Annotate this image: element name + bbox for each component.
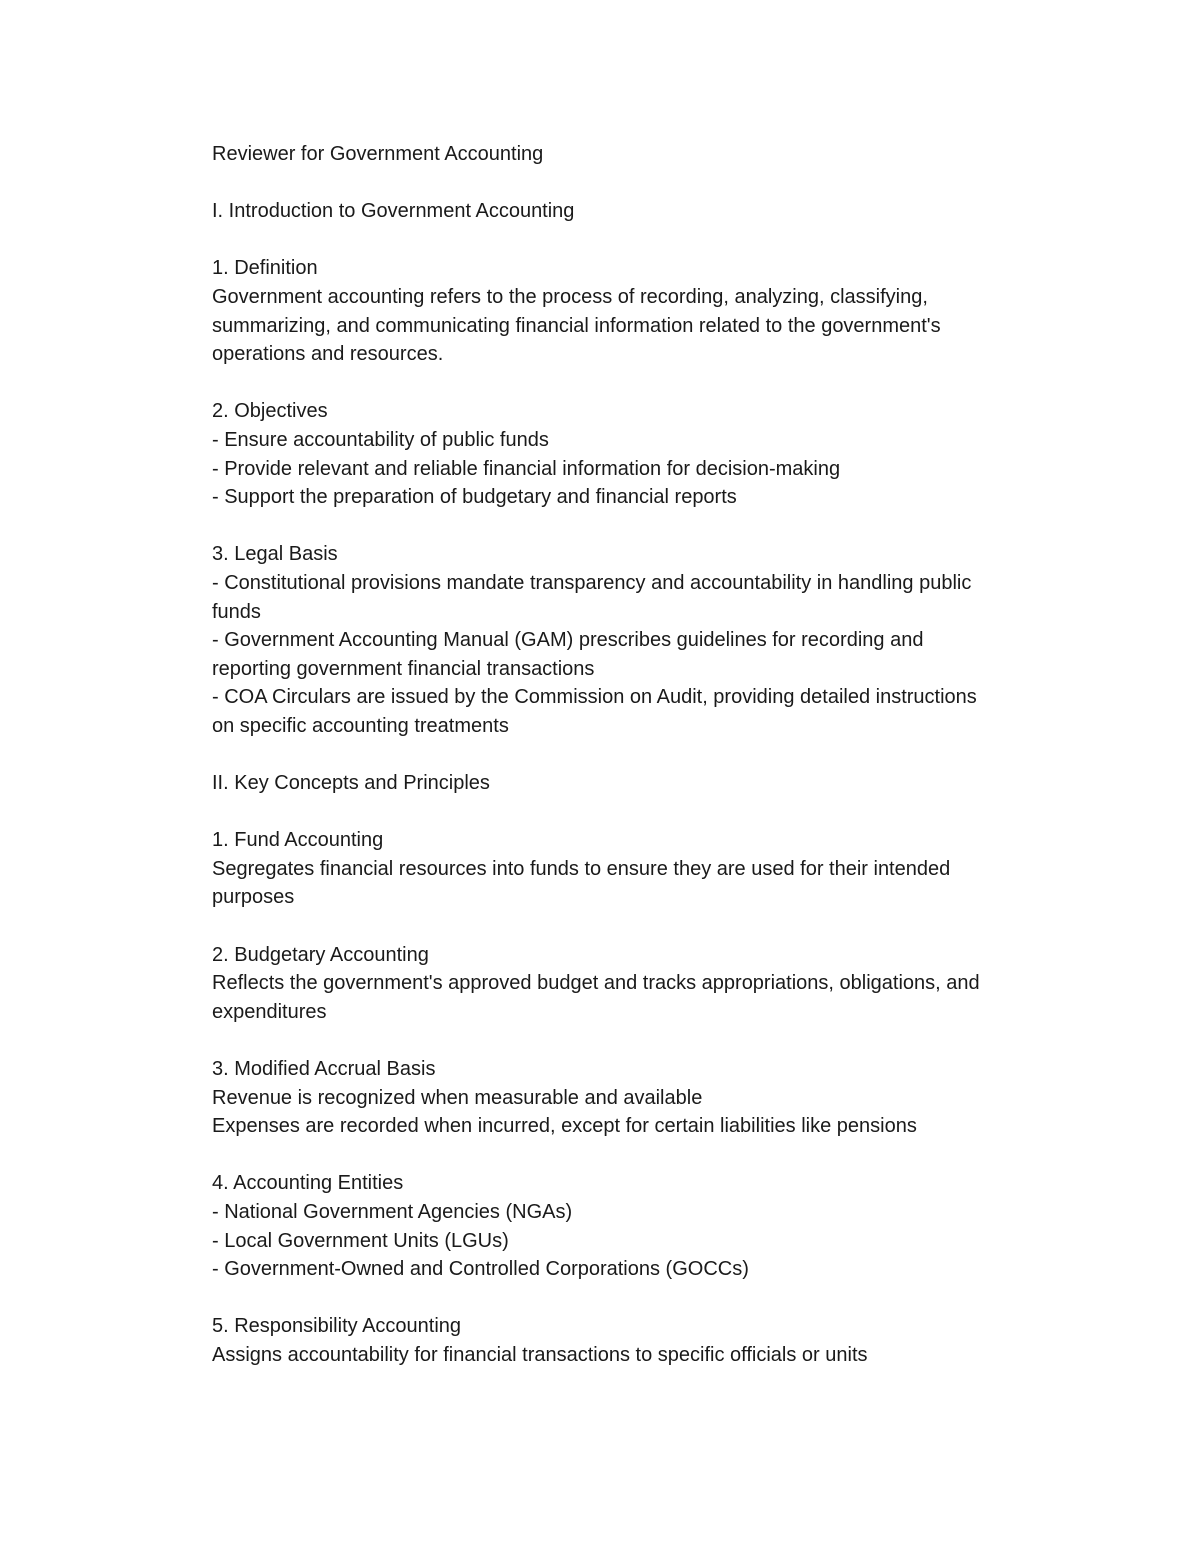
- legal-basis-heading: 3. Legal Basis: [212, 543, 338, 566]
- responsibility-accounting-heading: 5. Responsibility Accounting: [212, 1315, 462, 1338]
- spacer: [212, 1284, 1062, 1313]
- spacer: [212, 369, 1062, 398]
- responsibility-accounting-line: Assigns accountability for financial transactions to specific officials or units: [212, 1343, 868, 1366]
- legal-basis-line: funds: [212, 600, 261, 623]
- section-2-heading: II. Key Concepts and Principles: [212, 772, 490, 795]
- fund-accounting-line: purposes: [212, 886, 295, 909]
- modified-accrual-line: Revenue is recognized when measurable and available: [212, 1086, 703, 1109]
- objectives-heading: 2. Objectives: [212, 400, 328, 423]
- budgetary-accounting-line: Reflects the government's approved budget and tracks appropriations, obligations, and: [212, 972, 980, 995]
- document-page: [212, 140, 1062, 1370]
- objectives-item: - Ensure accountability of public funds: [212, 428, 549, 451]
- definition-line: Government accounting refers to the process of recording, analyzing, classifying,: [212, 285, 928, 308]
- modified-accrual-heading: 3. Modified Accrual Basis: [212, 1058, 436, 1080]
- fund-accounting-line: Segregates financial resources into funds to ensure they are used for their intended: [212, 857, 951, 880]
- definition-heading: 1. Definition: [212, 257, 318, 280]
- legal-basis-line: reporting government financial transactions: [212, 657, 595, 680]
- fund-accounting-heading: 1. Fund Accounting: [212, 829, 384, 852]
- budgetary-accounting-heading: 2. Budgetary Accounting: [212, 943, 429, 966]
- objectives-item: - Provide relevant and reliable financial information for decision-making: [212, 457, 841, 480]
- spacer: [212, 740, 1062, 769]
- accounting-entities-item: - Local Government Units (LGUs): [212, 1229, 509, 1252]
- accounting-entities-heading: 4. Accounting Entities: [212, 1172, 404, 1195]
- legal-basis-line: on specific accounting treatments: [212, 714, 509, 737]
- spacer: [212, 169, 1062, 198]
- spacer: [212, 1026, 1062, 1055]
- accounting-entities-item: - National Government Agencies (NGAs): [212, 1200, 573, 1223]
- accounting-entities-item: - Government-Owned and Controlled Corporations (GOCCs): [212, 1258, 749, 1281]
- legal-basis-line: - Government Accounting Manual (GAM) prescribes guidelines for recording and: [212, 629, 924, 652]
- objectives-item: - Support the preparation of budgetary and financial reports: [212, 486, 737, 509]
- spacer: [212, 912, 1062, 941]
- spacer: [212, 512, 1062, 541]
- spacer: [212, 1141, 1062, 1170]
- legal-basis-line: - COA Circulars are issued by the Commission on Audit, providing detailed instructions: [212, 686, 977, 709]
- budgetary-accounting-line: expenditures: [212, 1000, 327, 1023]
- spacer: [212, 226, 1062, 255]
- section-1-heading: I. Introduction to Government Accounting: [212, 200, 575, 223]
- document-title: Reviewer for Government Accounting: [212, 143, 544, 165]
- definition-line: summarizing, and communicating financial information related to the government's: [212, 314, 941, 337]
- legal-basis-line: - Constitutional provisions mandate transparency and accountability in handling public: [212, 571, 972, 594]
- definition-line: operations and resources.: [212, 343, 444, 366]
- modified-accrual-line: Expenses are recorded when incurred, except for certain liabilities like pensions: [212, 1115, 917, 1138]
- spacer: [212, 798, 1062, 827]
